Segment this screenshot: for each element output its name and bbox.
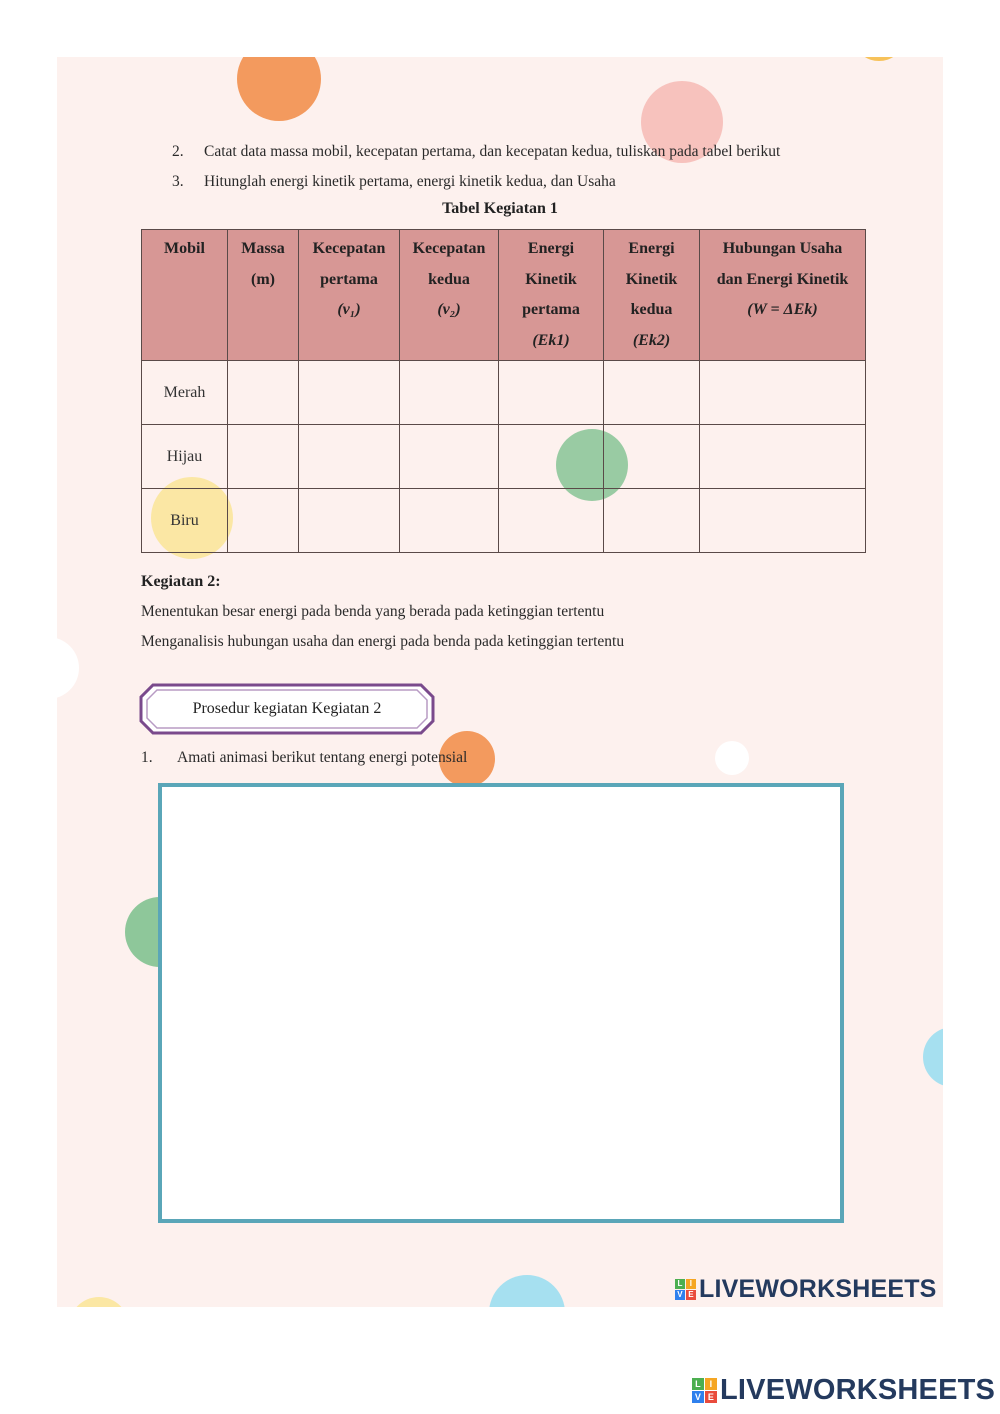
header-line: Energi xyxy=(527,240,575,257)
step-2 xyxy=(172,143,780,161)
header-energi-kinetik-kedua xyxy=(604,230,700,361)
brand-grid-icon xyxy=(692,1378,717,1403)
brand-grid-icon xyxy=(675,1279,696,1300)
header-line: (W = ΔEk) xyxy=(747,301,818,318)
input-cell[interactable] xyxy=(604,361,700,425)
table-row xyxy=(142,425,866,489)
header-line: kedua xyxy=(428,270,470,288)
footer-brand-logo[interactable] xyxy=(692,1374,995,1407)
input-cell[interactable] xyxy=(400,361,499,425)
input-cell[interactable] xyxy=(499,489,604,553)
input-cell[interactable] xyxy=(499,425,604,489)
procedure-label-box xyxy=(139,683,435,735)
header-line: (Ek2) xyxy=(632,331,671,349)
header-line: Energi xyxy=(628,240,675,257)
header-line: pertama xyxy=(320,270,378,288)
input-cell[interactable] xyxy=(228,489,299,553)
kegiatan-2-step-1 xyxy=(141,749,467,767)
brand-tile-l: L xyxy=(675,1279,685,1289)
table-row xyxy=(142,489,866,553)
input-cell[interactable] xyxy=(700,361,866,425)
input-cell[interactable] xyxy=(299,489,400,553)
brand-tile-i: I xyxy=(705,1378,717,1390)
header-line: pertama xyxy=(522,301,580,318)
input-cell[interactable] xyxy=(228,425,299,489)
header-line: (m) xyxy=(251,270,275,288)
input-cell[interactable] xyxy=(700,425,866,489)
step-1-text: Amati animasi berikut tentang energi potensial xyxy=(177,749,468,766)
table-header-row xyxy=(142,230,866,361)
input-cell[interactable] xyxy=(604,425,700,489)
header-line: (v₂) xyxy=(437,301,461,318)
header-line: Kinetik xyxy=(525,270,577,288)
input-cell[interactable] xyxy=(604,489,700,553)
brand-name: LIVEWORKSHEETS xyxy=(699,1275,937,1303)
header-line: Kecepatan xyxy=(312,240,386,257)
kegiatan-2-goal-2: Menganalisis hubungan usaha dan energi pada benda pada ketinggian tertentu xyxy=(141,633,625,650)
kegiatan-2-goal-1: Menentukan besar energi pada benda yang berada pada ketinggian tertentu xyxy=(141,603,605,620)
header-hubungan-usaha xyxy=(700,230,866,361)
header-line: Kecepatan xyxy=(412,240,486,257)
header-line: (v₁) xyxy=(337,301,361,318)
header-kecepatan-pertama xyxy=(299,230,400,361)
step-2-text: Catat data massa mobil, kecepatan pertama, dan kecepatan kedua, tuliskan pada tabel berikut xyxy=(204,143,781,160)
brand-tile-e: E xyxy=(705,1391,717,1403)
header-energi-kinetik-pertama xyxy=(499,230,604,361)
header-massa xyxy=(228,230,299,361)
input-cell[interactable] xyxy=(700,489,866,553)
header-line: (Ek1) xyxy=(532,331,570,349)
animation-frame[interactable] xyxy=(158,783,844,1223)
input-cell[interactable] xyxy=(228,361,299,425)
step-1-number: 1. xyxy=(141,749,153,766)
kegiatan-2-heading: Kegiatan 2: xyxy=(141,573,221,590)
header-line: Mobil xyxy=(164,240,205,257)
input-cell[interactable] xyxy=(400,489,499,553)
step-3-number: 3. xyxy=(172,173,184,190)
header-line: dan Energi Kinetik xyxy=(716,270,849,288)
step-3-text: Hitunglah energi kinetik pertama, energi kinetik kedua, dan Usaha xyxy=(204,173,616,190)
brand-tile-i: I xyxy=(686,1279,696,1289)
kegiatan-1-table xyxy=(141,229,866,553)
input-cell[interactable] xyxy=(299,425,400,489)
header-line: kedua xyxy=(630,301,673,318)
brand-tile-l: L xyxy=(692,1378,704,1390)
row-label-merah: Merah xyxy=(142,361,228,425)
step-2-number: 2. xyxy=(172,143,184,160)
header-line: Massa xyxy=(241,240,285,257)
brand-tile-v: V xyxy=(692,1391,704,1403)
table-title: Tabel Kegiatan 1 xyxy=(442,200,558,217)
worksheet-page xyxy=(57,57,943,1307)
input-cell[interactable] xyxy=(400,425,499,489)
step-3 xyxy=(172,173,616,191)
table-row xyxy=(142,361,866,425)
input-cell[interactable] xyxy=(299,361,400,425)
header-mobil xyxy=(142,230,228,361)
input-cell[interactable] xyxy=(499,361,604,425)
brand-name: LIVEWORKSHEETS xyxy=(720,1374,996,1406)
row-label-biru: Biru xyxy=(142,489,228,553)
header-line: Kinetik xyxy=(625,270,678,288)
header-kecepatan-kedua xyxy=(400,230,499,361)
header-line: Hubungan Usaha xyxy=(722,240,843,257)
brand-tile-e: E xyxy=(686,1290,696,1300)
brand-tile-v: V xyxy=(675,1290,685,1300)
sheet-brand-logo xyxy=(675,1275,937,1304)
row-label-hijau: Hijau xyxy=(142,425,228,489)
procedure-label: Prosedur kegiatan Kegiatan 2 xyxy=(192,700,382,717)
